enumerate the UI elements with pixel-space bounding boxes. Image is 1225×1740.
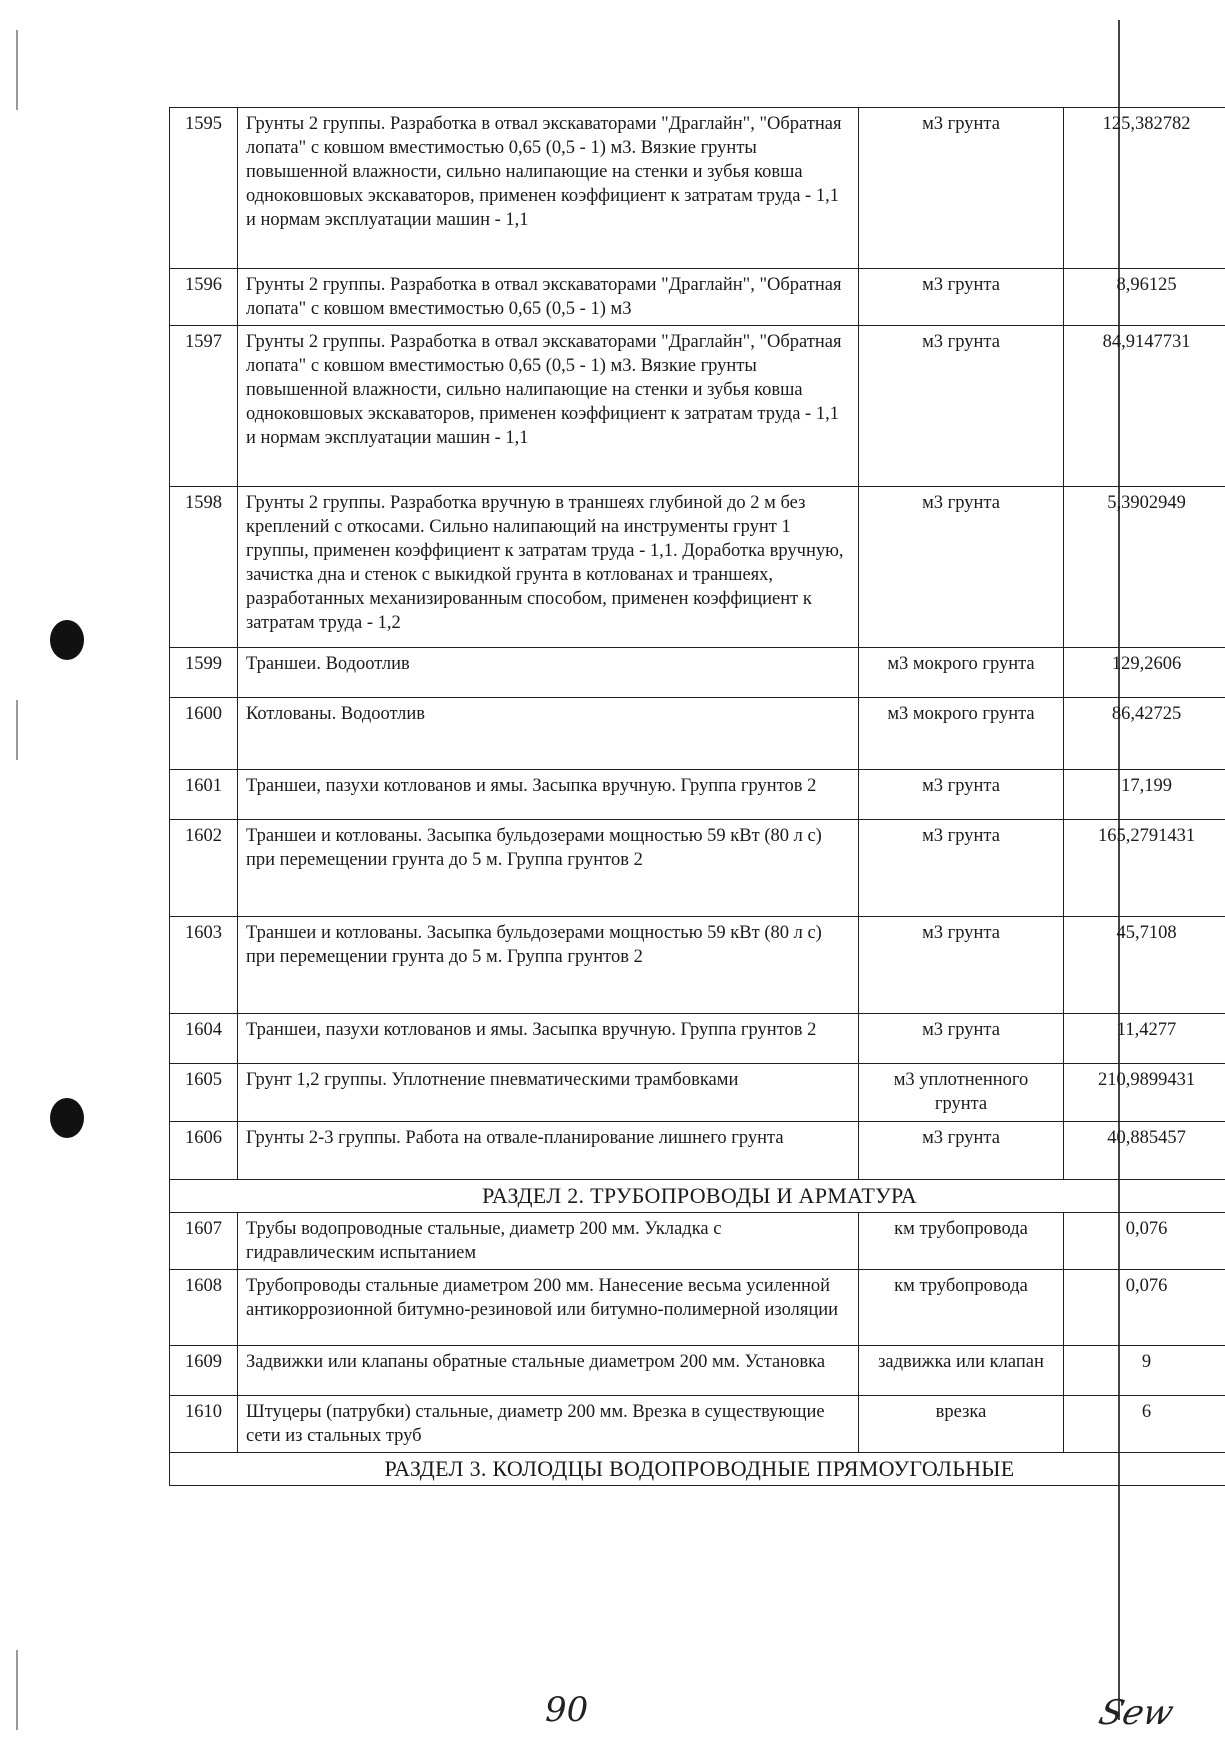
row-quantity: 45,7108 [1064, 917, 1225, 1014]
row-quantity: 17,199 [1064, 770, 1225, 820]
row-quantity: 165,2791431 [1064, 820, 1225, 917]
row-unit: врезка [859, 1396, 1064, 1453]
row-description: Грунты 2 группы. Разработка в отвал экскаваторами "Драглайн", "Обратная лопата" с ковшом вместимостью 0,65 (0,5 - 1) м3. Вязкие грунты повышенной влажности, сильно налипающие на стенки и зубья ковша одноковшовых экскаваторов, применен коэффициент к затратам труда - 1,1 и нормам эксплуатации машин - 1,1 [238, 326, 859, 487]
signature: Sew [1094, 1693, 1178, 1733]
table-row [170, 487, 1225, 648]
row-number: 1608 [170, 1270, 238, 1346]
row-description: Грунты 2-3 группы. Работа на отвале-планирование лишнего грунта [238, 1122, 859, 1180]
row-unit: задвижка или клапан [859, 1346, 1064, 1396]
row-quantity: 8,96125 [1064, 269, 1225, 326]
table-row [170, 1346, 1225, 1396]
row-unit: км трубопровода [859, 1270, 1064, 1346]
row-unit: м3 грунта [859, 820, 1064, 917]
row-description: Грунты 2 группы. Разработка в отвал экскаваторами "Драглайн", "Обратная лопата" с ковшом вместимостью 0,65 (0,5 - 1) м3 [238, 269, 859, 326]
punch-hole-icon [50, 1098, 84, 1138]
row-number: 1604 [170, 1014, 238, 1064]
row-number: 1599 [170, 648, 238, 698]
row-quantity: 129,2606 [1064, 648, 1225, 698]
row-quantity: 9 [1064, 1346, 1225, 1396]
table-row [170, 770, 1225, 820]
row-number: 1597 [170, 326, 238, 487]
table-row [170, 698, 1225, 770]
row-description: Грунт 1,2 группы. Уплотнение пневматическими трамбовками [238, 1064, 859, 1122]
table-row [170, 1122, 1225, 1180]
row-number: 1605 [170, 1064, 238, 1122]
page-number: 90 [545, 1690, 589, 1730]
row-quantity: 0,076 [1064, 1270, 1225, 1346]
row-unit: м3 грунта [859, 108, 1064, 269]
row-description: Траншеи и котлованы. Засыпка бульдозерами мощностью 59 кВт (80 л с) при перемещении грунта до 5 м. Группа грунтов 2 [238, 820, 859, 917]
row-quantity: 5,3902949 [1064, 487, 1225, 648]
punch-hole-icon [50, 620, 84, 660]
row-quantity: 125,382782 [1064, 108, 1225, 269]
row-number: 1610 [170, 1396, 238, 1453]
row-number: 1596 [170, 269, 238, 326]
row-number: 1607 [170, 1213, 238, 1270]
scan-margin-mark [16, 30, 18, 110]
row-unit: м3 уплотненного грунта [859, 1064, 1064, 1122]
row-unit: м3 грунта [859, 269, 1064, 326]
row-number: 1609 [170, 1346, 238, 1396]
row-quantity: 86,42725 [1064, 698, 1225, 770]
scan-margin-mark [16, 700, 18, 760]
row-number: 1606 [170, 1122, 238, 1180]
row-unit: м3 мокрого грунта [859, 698, 1064, 770]
section-3-title: РАЗДЕЛ 3. КОЛОДЦЫ ВОДОПРОВОДНЫЕ ПРЯМОУГОЛЬНЫЕ [170, 1453, 1225, 1486]
table-row [170, 917, 1225, 1014]
row-quantity: 40,885457 [1064, 1122, 1225, 1180]
row-unit: м3 грунта [859, 1014, 1064, 1064]
row-number: 1603 [170, 917, 238, 1014]
table-row [170, 1014, 1225, 1064]
row-description: Штуцеры (патрубки) стальные, диаметр 200 мм. Врезка в существующие сети из стальных труб [238, 1396, 859, 1453]
section-2-title: РАЗДЕЛ 2. ТРУБОПРОВОДЫ И АРМАТУРА [170, 1180, 1225, 1213]
table-row [170, 1064, 1225, 1122]
estimate-table [169, 107, 1225, 1486]
row-unit: м3 грунта [859, 770, 1064, 820]
row-unit: м3 грунта [859, 326, 1064, 487]
row-quantity: 84,9147731 [1064, 326, 1225, 487]
scan-margin-mark [16, 1650, 18, 1730]
row-description: Грунты 2 группы. Разработка в отвал экскаваторами "Драглайн", "Обратная лопата" с ковшом вместимостью 0,65 (0,5 - 1) м3. Вязкие грунты повышенной влажности, сильно налипающие на стенки и зубья ковша одноковшовых экскаваторов, применен коэффициент к затратам труда - 1,1 и нормам эксплуатации машин - 1,1 [238, 108, 859, 269]
row-quantity: 0,076 [1064, 1213, 1225, 1270]
table-row [170, 269, 1225, 326]
row-description: Грунты 2 группы. Разработка вручную в траншеях глубиной до 2 м без креплений с откосами. Сильно налипающий на инструменты грунт 1 группы, применен коэффициент к затратам труда - 1,1. Доработка вручную, зачистка дна и стенок с выкидкой грунта в котлованах и траншеях, разработанных механизированным способом, применен коэффициент к затратам труда - 1,2 [238, 487, 859, 648]
row-description: Трубопроводы стальные диаметром 200 мм. Нанесение весьма усиленной антикоррозионной битумно-резиновой или битумно-полимерной изоляции [238, 1270, 859, 1346]
table-body-section2 [170, 1213, 1225, 1453]
row-quantity: 6 [1064, 1396, 1225, 1453]
row-number: 1595 [170, 108, 238, 269]
table-row [170, 1270, 1225, 1346]
row-description: Траншеи, пазухи котлованов и ямы. Засыпка вручную. Группа грунтов 2 [238, 1014, 859, 1064]
row-description: Задвижки или клапаны обратные стальные диаметром 200 мм. Установка [238, 1346, 859, 1396]
row-quantity: 210,9899431 [1064, 1064, 1225, 1122]
row-description: Траншеи. Водоотлив [238, 648, 859, 698]
row-unit: км трубопровода [859, 1213, 1064, 1270]
row-number: 1602 [170, 820, 238, 917]
table-row [170, 1213, 1225, 1270]
table-row [170, 326, 1225, 487]
table-row [170, 648, 1225, 698]
row-unit: м3 грунта [859, 1122, 1064, 1180]
table-body-section1 [170, 108, 1225, 1180]
row-description: Траншеи, пазухи котлованов и ямы. Засыпка вручную. Группа грунтов 2 [238, 770, 859, 820]
row-description: Котлованы. Водоотлив [238, 698, 859, 770]
row-number: 1600 [170, 698, 238, 770]
row-unit: м3 мокрого грунта [859, 648, 1064, 698]
row-unit: м3 грунта [859, 917, 1064, 1014]
table-row [170, 820, 1225, 917]
row-description: Траншеи и котлованы. Засыпка бульдозерами мощностью 59 кВт (80 л с) при перемещении грунта до 5 м. Группа грунтов 2 [238, 917, 859, 1014]
row-quantity: 11,4277 [1064, 1014, 1225, 1064]
row-number: 1598 [170, 487, 238, 648]
table-row [170, 108, 1225, 269]
row-description: Трубы водопроводные стальные, диаметр 200 мм. Укладка с гидравлическим испытанием [238, 1213, 859, 1270]
table-row [170, 1396, 1225, 1453]
row-unit: м3 грунта [859, 487, 1064, 648]
row-number: 1601 [170, 770, 238, 820]
